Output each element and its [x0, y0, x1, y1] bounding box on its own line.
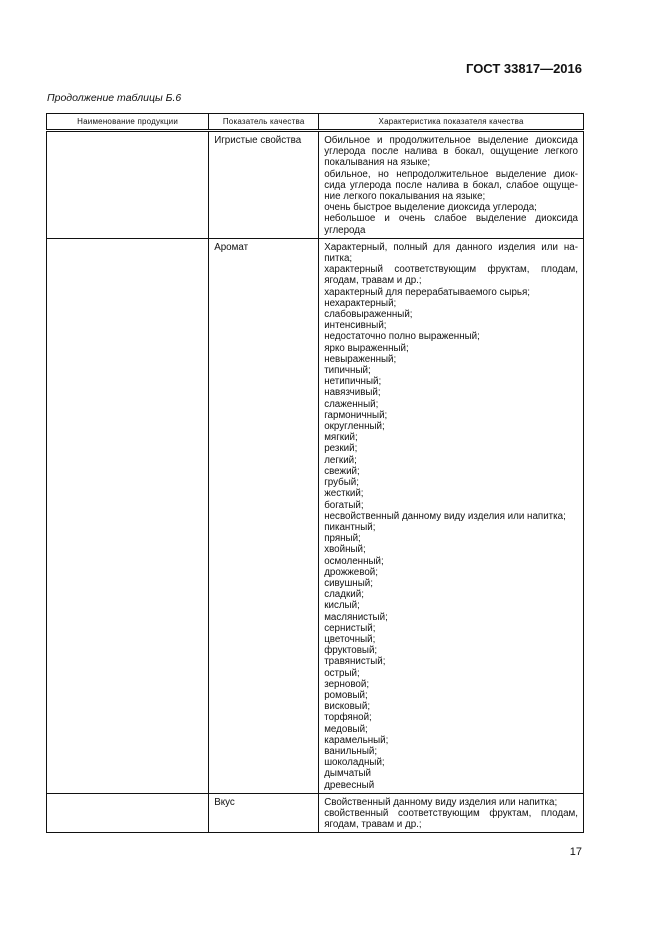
characteristic-line: жесткий;: [324, 488, 364, 500]
characteristic-line: ние легкого покалывания на языке;: [324, 191, 486, 203]
characteristic-line: карамельный;: [324, 734, 389, 746]
quality-table: [46, 113, 584, 833]
characteristic-cell: [319, 131, 584, 239]
characteristic-line: характерный соответствующим фруктам, плодам,: [324, 264, 578, 276]
characteristic-line: небольшое и очень слабое выделение диоксида: [324, 213, 578, 225]
characteristic-line: медовый;: [324, 723, 368, 735]
characteristic-line: зерновой;: [324, 678, 370, 690]
characteristic-line: гармоничный;: [324, 409, 388, 421]
characteristic-line: сида углерода после налива в бокал, слабое ощуще-: [324, 179, 578, 191]
column-header-characteristic: Характеристика показателя качества: [319, 114, 584, 131]
column-header-indicator: Показатель качества: [209, 114, 319, 131]
characteristic-line: резкий;: [324, 443, 358, 455]
table-row: [47, 238, 584, 793]
characteristic-line: Свойственный данному виду изделия или напитка;: [324, 796, 558, 808]
table-header-row: [47, 114, 584, 131]
characteristic-line: ярко выраженный;: [324, 342, 409, 354]
indicator-cell: Вкус: [209, 793, 319, 833]
characteristic-line: питка;: [324, 253, 353, 265]
characteristic-line: мягкий;: [324, 432, 358, 444]
characteristic-line: слаженный;: [324, 398, 379, 410]
indicator-cell: Игристые свойства: [209, 131, 319, 239]
table-row: [47, 131, 584, 239]
characteristic-line: нехарактерный;: [324, 297, 397, 309]
characteristic-line: несвойственный данному виду изделия или напитка;: [324, 510, 566, 522]
column-header-product: Наименование продукции: [47, 114, 209, 131]
table-caption: Продолжение таблицы Б.6: [47, 92, 182, 104]
characteristic-line: легкий;: [324, 454, 357, 466]
characteristic-line: фруктовый;: [324, 645, 378, 657]
characteristic-line: свежий;: [324, 465, 360, 477]
characteristic-line: недостаточно полно выраженный;: [324, 331, 480, 343]
characteristic-line: маслянистый;: [324, 611, 388, 623]
characteristic-line: острый;: [324, 667, 360, 679]
product-cell: [47, 793, 209, 833]
characteristic-cell: [319, 238, 584, 793]
characteristic-line: типичный;: [324, 365, 371, 377]
characteristic-line: покалывания на языке;: [324, 157, 431, 169]
characteristic-line: невыраженный;: [324, 353, 397, 365]
characteristic-line: характерный для перерабатываемого сырья;: [324, 286, 531, 298]
characteristic-line: хвойный;: [324, 544, 366, 556]
characteristic-line: грубый;: [324, 477, 359, 489]
characteristic-line: нетипичный;: [324, 376, 382, 388]
characteristic-line: торфяной;: [324, 712, 372, 724]
characteristic-line: сернистый;: [324, 622, 376, 634]
characteristic-line: сладкий;: [324, 589, 364, 601]
characteristic-line: висковый;: [324, 701, 371, 713]
characteristic-line: очень быстрое выделение диоксида углерода;: [324, 202, 537, 214]
page-number: 17: [569, 846, 582, 858]
product-cell: [47, 238, 209, 793]
characteristic-line: обильное, но непродолжительное выделение диок-: [324, 168, 578, 180]
indicator-cell: Аромат: [209, 238, 319, 793]
characteristic-line: интенсивный;: [324, 320, 387, 332]
characteristic-line: древесный: [324, 779, 375, 791]
characteristic-line: богатый;: [324, 499, 364, 511]
characteristic-line: травянистый;: [324, 656, 386, 668]
characteristic-line: осмоленный;: [324, 555, 384, 567]
characteristic-cell: [319, 793, 584, 833]
characteristic-line: ромовый;: [324, 689, 368, 701]
characteristic-line: Обильное и продолжительное выделение диоксида: [324, 135, 578, 146]
product-cell: [47, 131, 209, 239]
characteristic-line: навязчивый;: [324, 387, 381, 399]
characteristic-line: сивушный;: [324, 577, 373, 589]
characteristic-line: свойственный соответствующим фруктам, плодам,: [324, 807, 578, 819]
characteristic-line: округленный;: [324, 421, 385, 433]
characteristic-line: слабовыраженный;: [324, 309, 413, 321]
characteristic-line: ванильный;: [324, 745, 378, 757]
characteristic-line: ягодам, травам и др.;: [324, 819, 422, 831]
characteristic-line: шоколадный;: [324, 757, 385, 769]
characteristic-line: цветочный;: [324, 633, 376, 645]
characteristic-line: ягодам, травам и др.;: [324, 275, 422, 287]
characteristic-line: кислый;: [324, 600, 360, 612]
characteristic-line: углерода после налива в бокал, ощущение легкого: [324, 146, 578, 158]
characteristic-line: пряный;: [324, 533, 361, 545]
characteristic-line: пикантный;: [324, 521, 376, 533]
table-row: [47, 793, 584, 833]
characteristic-line: Характерный, полный для данного изделия или на-: [324, 241, 578, 253]
document-id: ГОСТ 33817—2016: [466, 61, 582, 76]
characteristic-line: дрожжевой;: [324, 566, 378, 578]
characteristic-line: дымчатый: [324, 768, 372, 780]
characteristic-line: углерода: [324, 224, 366, 236]
